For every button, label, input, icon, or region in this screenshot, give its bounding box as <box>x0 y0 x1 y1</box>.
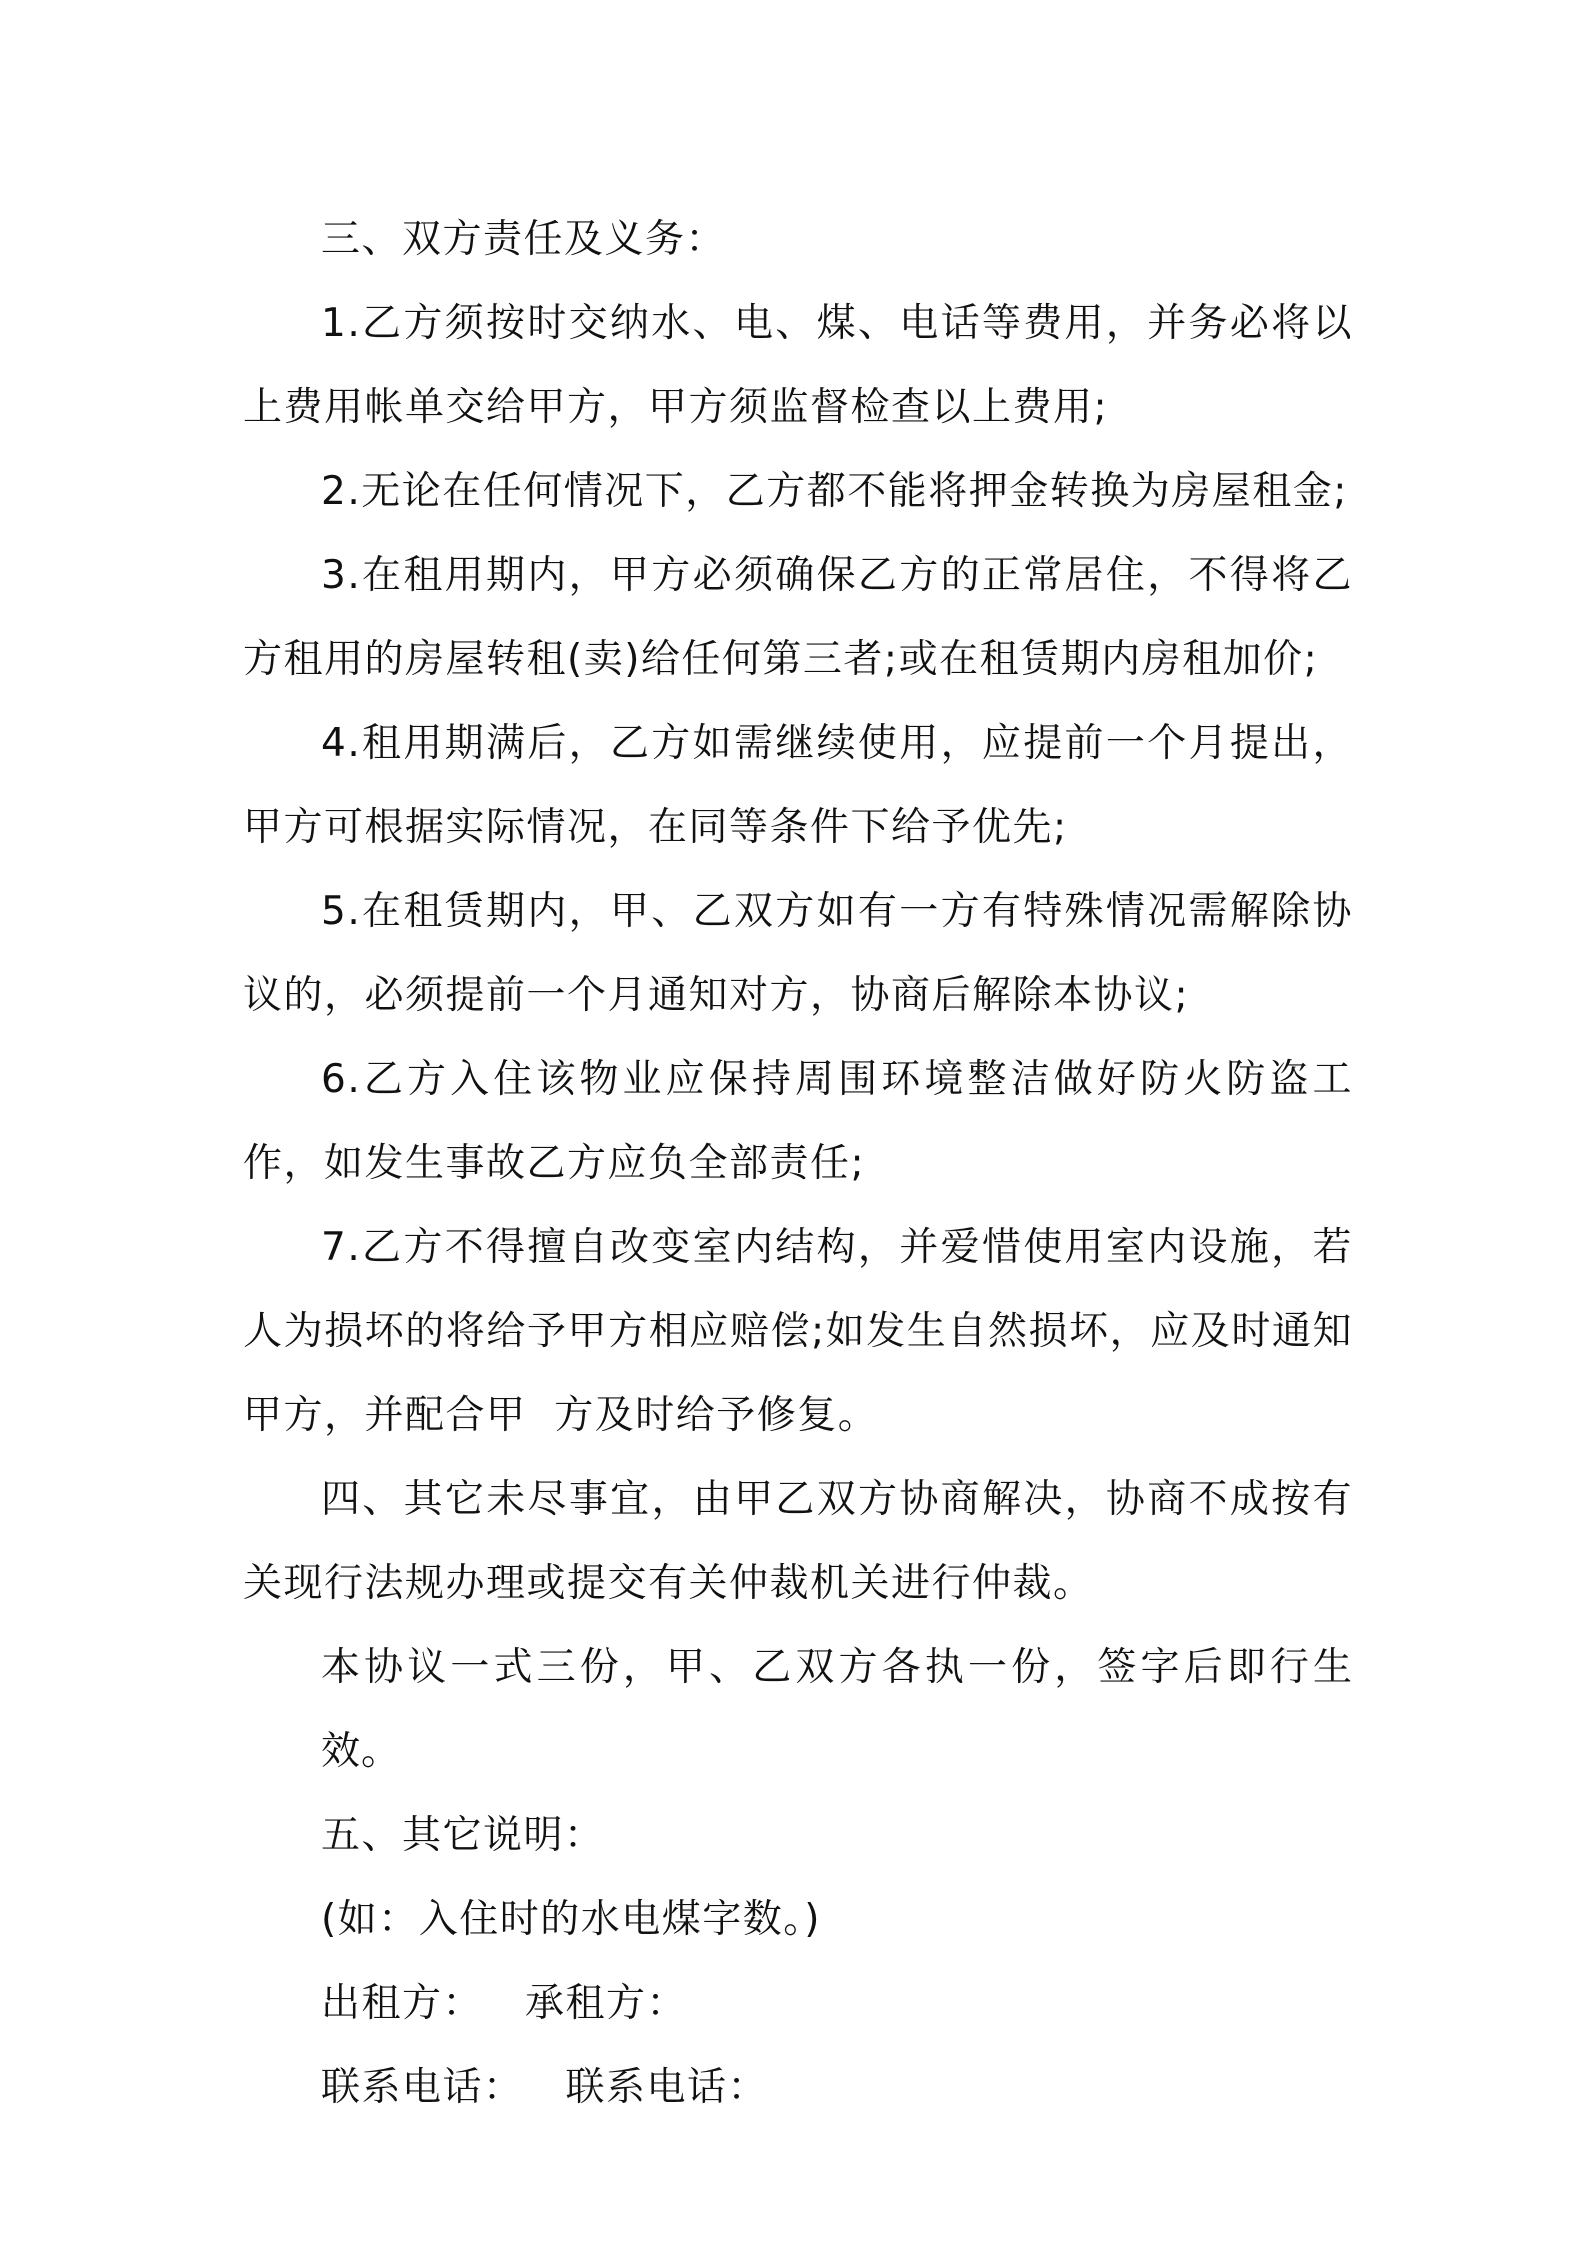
clause-item-6: 6.乙方入住该物业应保持周围环境整洁做好防火防盗工作，如发生事故乙方应负全部责任; <box>243 1057 1353 1186</box>
clause-item-7: 7.乙方不得擅自改变室内结构，并爱惜使用室内设施，若人为损坏的将给予甲方相应赔偿;如发生自然损坏，应及时通知甲方，并配合甲 方及时给予修复。 <box>243 1225 1353 1438</box>
section-4: 四、其它未尽事宜，由甲乙双方协商解决，协商不成按有关现行法规办理或提交有关仲裁机关进行仲裁。 <box>243 1477 1353 1606</box>
lessor-phone-label: 联系电话： <box>321 2065 524 2110</box>
clause-item-4: 4.租用期满后，乙方如需继续使用，应提前一个月提出，甲方可根据实际情况，在同等条件下给予优先; <box>243 721 1353 850</box>
clause-item-3: 3.在租用期内，甲方必须确保乙方的正常居住，不得将乙方租用的房屋转租(卖)给任何第三者;或在租赁期内房租加价; <box>243 553 1353 682</box>
clause-item-1: 1.乙方须按时交纳水、电、煤、电话等费用，并务必将以上费用帐单交给甲方，甲方须监督检查以上费用; <box>243 301 1353 430</box>
section-5-note: (如：入住时的水电煤字数。) <box>321 1897 821 1942</box>
lessor-label: 出租方： <box>321 1981 484 2026</box>
clause-item-5: 5.在租赁期内，甲、乙双方如有一方有特殊情况需解除协议的，必须提前一个月通知对方，协商后解除本协议; <box>243 889 1353 1018</box>
section-3-heading: 三、双方责任及义务： <box>321 217 727 262</box>
party-signature-line <box>243 1962 1353 2046</box>
lessee-phone-label: 联系电话： <box>565 2065 769 2110</box>
document-body <box>243 198 1353 2130</box>
phone-line <box>243 2046 1353 2130</box>
copies-clause: 本协议一式三份，甲、乙双方各执一份，签字后即行生效。 <box>321 1645 1353 1774</box>
clause-item-2: 2.无论在任何情况下，乙方都不能将押金转换为房屋租金; <box>321 469 1348 514</box>
lessee-label: 承租方： <box>525 1981 688 2026</box>
section-5-heading: 五、其它说明： <box>321 1813 605 1858</box>
